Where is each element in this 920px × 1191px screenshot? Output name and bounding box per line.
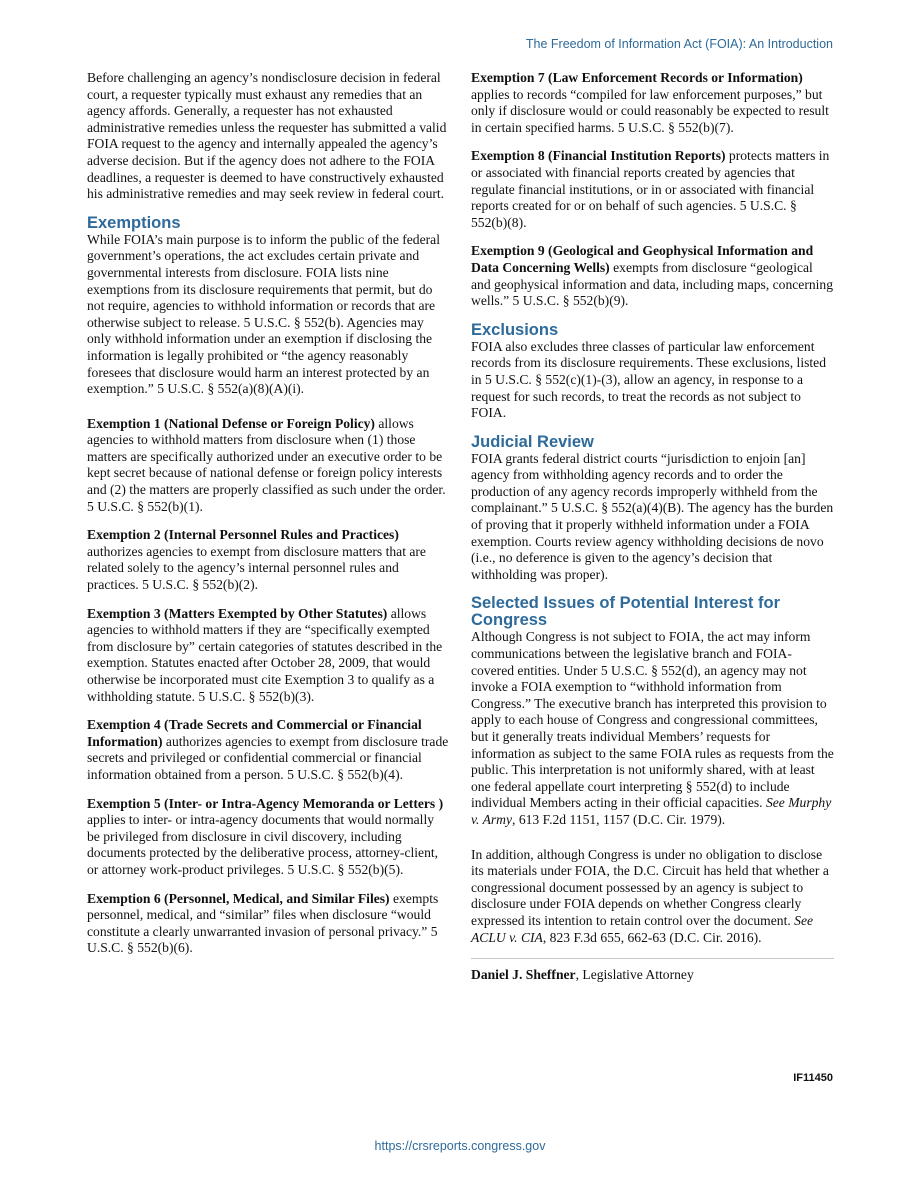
exemption-5-body: applies to inter- or intra-agency documents that would normally be privileged from disclosure in civil discovery, including documents protected by the deliberative process, attorney-client, or attorney work-product privileges. 5 U.S.C. § 552(b)(5). [87, 812, 439, 877]
exclusions-paragraph: FOIA also excludes three classes of particular law enforcement records from its disclosure requirements. These exclusions, listed in 5 U.S.C. § 552(c)(1)-(3), allow an agency, in response to a request for such records, to treat the records as not subject to FOIA. [471, 338, 826, 421]
left-column [87, 70, 450, 969]
exemption-4-title: Exemption 4 (Trade Secrets and Commercial or Financial Information) [87, 717, 422, 749]
right-column [471, 70, 834, 996]
issues-p1-citation: See Murphy v. Army [471, 795, 832, 827]
judicial-review-paragraph: FOIA grants federal district courts “jurisdiction to enjoin [an] agency from withholding agency records and to order the production of any agency records improperly withheld from the complainant.” 5 U.S.C. § 552(a)(4)(B). The agency has the burden of proving that it properly withheld information under a FOIA exemption. Courts review agency withholding decisions de novo (i.e., no deference is given to the agency’s decision that withholding was proper). [471, 450, 834, 582]
exemption-2-title: Exemption 2 (Internal Personnel Rules and Practices) [87, 527, 399, 543]
exemption-3-paragraph [87, 606, 450, 706]
exemption-3-title: Exemption 3 (Matters Exempted by Other Statutes) [87, 605, 388, 621]
judicial-review-heading: Judicial Review [471, 432, 594, 451]
issues-p2-tail: , 823 F.3d 655, 662-63 (D.C. Cir. 2016). [542, 929, 762, 945]
author-divider [471, 958, 834, 959]
intro-paragraph: Before challenging an agency’s nondisclosure decision in federal court, a requester typically must exhaust any remedies that an agency affords. Generally, a requester has not exhausted administrative remedies unless the requester has submitted a valid FOIA request to the agency and internally appealed the agency’s adverse decision. But if the agency does not adhere to the FOIA deadlines, a requester is deemed to have constructively exhausted his administrative remedies and may seek review in federal court. [87, 70, 447, 202]
author-name: Daniel J. Sheffner [471, 967, 576, 983]
exemption-1-title: Exemption 1 (National Defense or Foreign Policy) [87, 415, 375, 431]
exemption-5-paragraph [87, 796, 450, 879]
selected-issues-heading: Selected Issues of Potential Interest for Congress [471, 594, 781, 630]
report-id: IF11450 [793, 1072, 833, 1084]
exemption-4-body: authorizes agencies to exempt from disclosure trade secrets and privileged or confidential commercial or financial information obtained from a person. 5 U.S.C. § 552(b)(4). [87, 733, 449, 782]
exemption-7-title: Exemption 7 (Law Enforcement Records or Information) [471, 70, 803, 85]
footer-url-link[interactable]: https://crsreports.congress.gov [374, 1139, 546, 1153]
author-line [471, 967, 834, 984]
exemption-7-body: applies to records “compiled for law enforcement purposes,” but only if disclosure would or could reasonably be expected to result in certain specified harms. 5 U.S.C. § 552(b)(7). [471, 86, 829, 135]
issues-p1-tail: , 613 F.2d 1151, 1157 (D.C. Cir. 1979). [512, 811, 726, 827]
exemption-1-paragraph [87, 416, 450, 516]
exemptions-heading: Exemptions [87, 213, 181, 232]
author-role: , Legislative Attorney [575, 967, 694, 983]
exemption-1-body: allows agencies to withhold matters from disclosure when (1) those matters are specifically authorized under an executive order to be kept secret because of national defense or foreign policy interests and (2) the matters are properly classified as such under the order. 5 U.S.C. § 552(b)(1). [87, 415, 446, 514]
running-header: The Freedom of Information Act (FOIA): An Introduction [525, 37, 833, 51]
issues-p2-text: In addition, although Congress is under no obligation to disclose its materials under FOIA, the D.C. Circuit has held that whether a congressional document possessed by an agency is subject to disclosure under FOIA depends on whether Congress clearly expressed its intention to retain control over the document. [471, 846, 829, 928]
exemption-5-title: Exemption 5 (Inter- or Intra-Agency Memoranda or Letters ) [87, 795, 444, 811]
exemption-8-body: protects matters in or associated with financial reports created by agencies that regulate financial institutions, or in or associated with financial reports created for or on behalf of such agencies. 5 U.S.C. § 552(b)(8). [471, 148, 830, 230]
exemption-8-paragraph [471, 148, 834, 231]
exemption-9-paragraph [471, 243, 834, 309]
exemption-7-paragraph [471, 70, 834, 136]
exclusions-heading: Exclusions [471, 320, 559, 339]
exemption-2-body: authorizes agencies to exempt from disclosure matters that are related solely to the agency’s internal personnel rules and practices. 5 U.S.C. § 552(b)(2). [87, 543, 426, 593]
selected-issues-paragraph-1 [471, 629, 834, 828]
exemption-6-paragraph [87, 891, 450, 957]
exemption-6-title: Exemption 6 (Personnel, Medical, and Similar Files) [87, 890, 390, 906]
exemption-4-paragraph [87, 717, 450, 783]
exemption-2-paragraph [87, 527, 450, 593]
exemption-9-title: Exemption 9 (Geological and Geophysical Information and Data Concerning Wells) [471, 243, 814, 275]
exemptions-paragraph: While FOIA’s main purpose is to inform the public of the federal government’s operations, the act excludes certain private and governmental interests from disclosure. FOIA lists nine exemptions from its disclosure requirements that permit, but do not require, agencies to withhold information or records that are otherwise subject to release. 5 U.S.C. § 552(b). Agencies may only withhold information under an exemption if disclosing the information is legally prohibited or “the agency reasonably foresees that disclosure would harm an interest protected by an exemption.” 5 U.S.C. § 552(a)(8)(A)(i). [87, 231, 440, 397]
exemption-6-body: exempts personnel, medical, and “similar” files when disclosure “would constitute a clearly unwarranted invasion of personal privacy.” 5 U.S.C. § 552(b)(6). [87, 890, 439, 956]
exemption-8-title: Exemption 8 (Financial Institution Reports) [471, 148, 726, 164]
exemption-3-body: allows agencies to withhold matters if they are “specifically exempted from disclosure by” certain categories of statutes described in the exemption. Statutes enacted after October 28, 2009, that would otherwise be incorporated must cite Exemption 3 to qualify as a withholding statute. 5 U.S.C. § 552(b)(3). [87, 605, 443, 704]
issues-p1-text: Although Congress is not subject to FOIA, the act may inform communications between the legislative branch and FOIA-covered entities. Under 5 U.S.C. § 552(d), an agency may not invoke a FOIA exemption to “withhold information from Congress.” The executive branch has interpreted this provision to apply to each house of Congress and congressional committees, but it generally treats individual Members’ requests for information as subject to the same FOIA rules as requests from the public. This interpretation is not uniformly shared, with at least one federal appellate court interpreting § 552(d) to include individual Members acting in their official capacities. [471, 629, 834, 811]
issues-p2-citation: See ACLU v. CIA [471, 912, 814, 945]
exemption-9-body: exempts from disclosure “geological and geophysical information and data, including maps, concerning wells.” 5 U.S.C. § 552(b)(9). [471, 259, 834, 309]
selected-issues-paragraph-2 [471, 847, 834, 947]
